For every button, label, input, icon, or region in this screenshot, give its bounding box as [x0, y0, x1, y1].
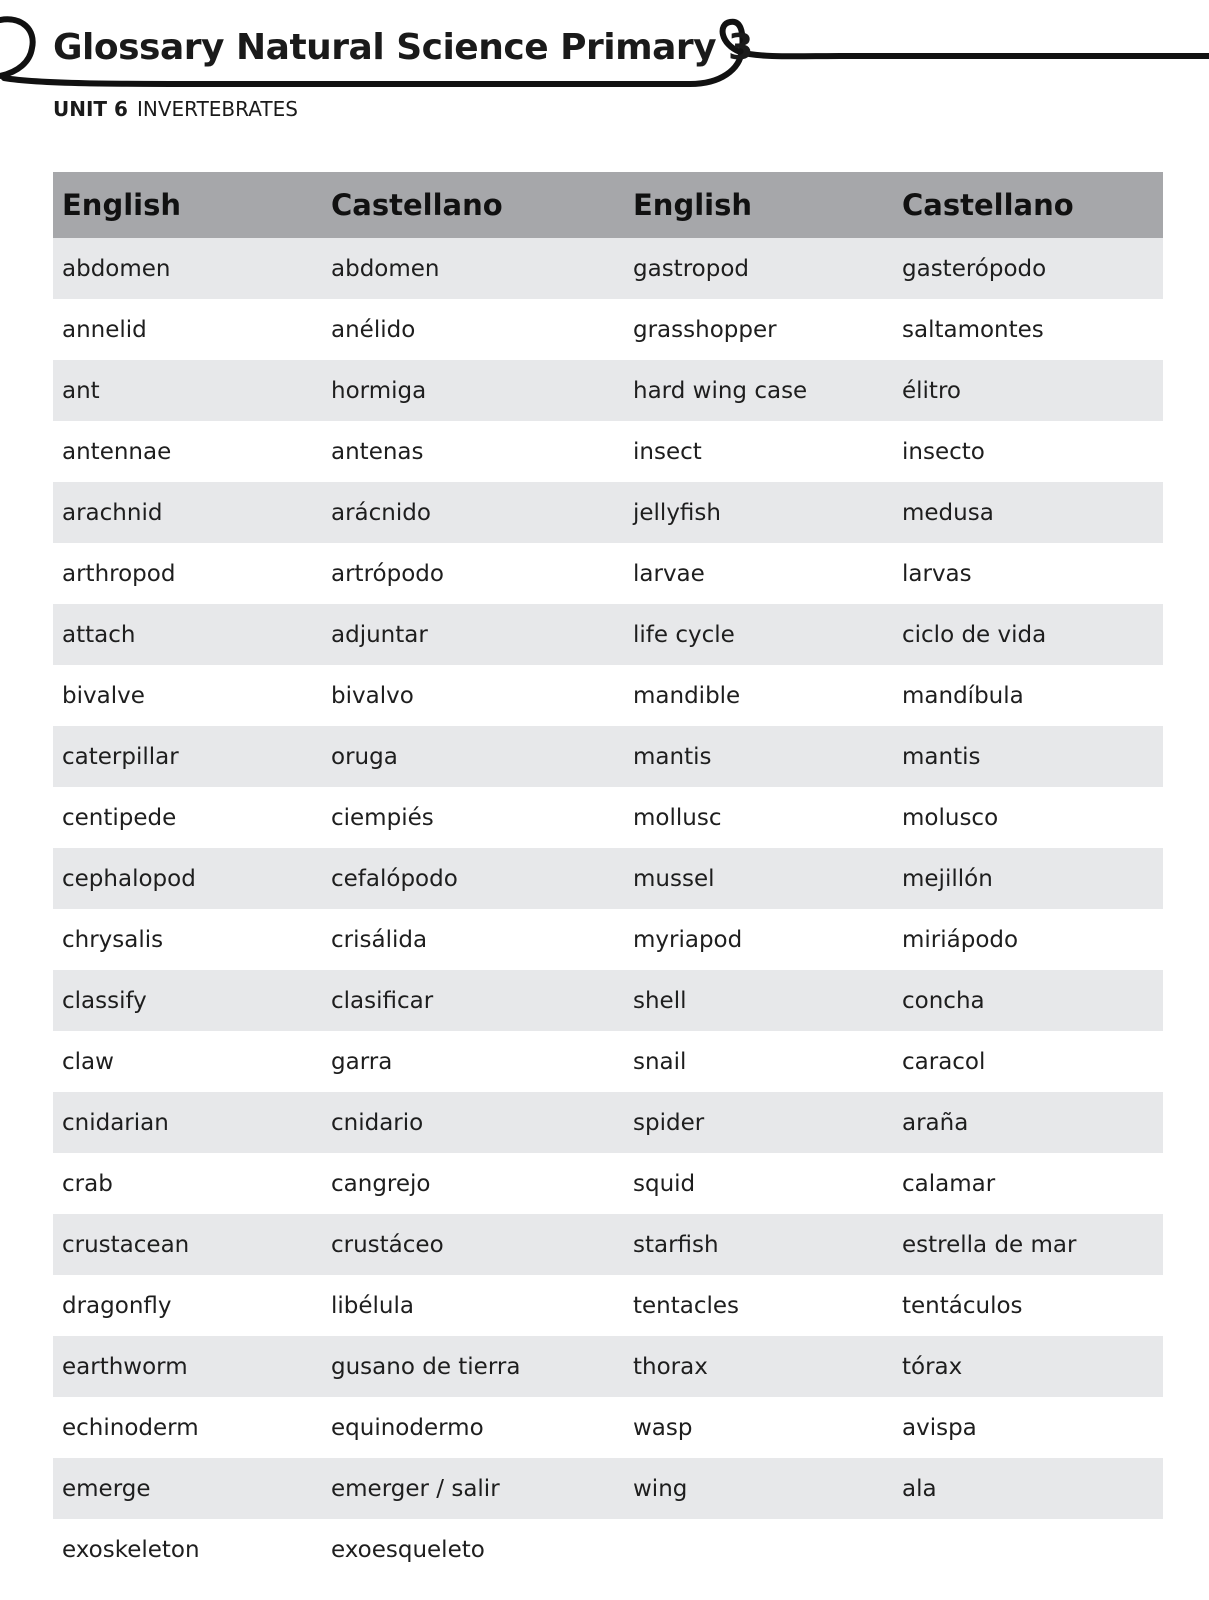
term-english: starfish — [624, 1214, 893, 1275]
term-english: squid — [624, 1153, 893, 1214]
table-row — [53, 238, 1163, 299]
table-row — [53, 1458, 1163, 1519]
term-castellano: gusano de tierra — [322, 1336, 624, 1397]
table-row — [53, 1397, 1163, 1458]
term-castellano: mantis — [893, 726, 1163, 787]
table-row — [53, 1336, 1163, 1397]
header-castellano-left: Castellano — [322, 172, 624, 238]
term-castellano: concha — [893, 970, 1163, 1031]
term-english: mollusc — [624, 787, 893, 848]
term-english: claw — [53, 1031, 322, 1092]
term-english: crustacean — [53, 1214, 322, 1275]
term-english: cephalopod — [53, 848, 322, 909]
term-english: larvae — [624, 543, 893, 604]
table-row — [53, 360, 1163, 421]
term-english — [624, 1519, 893, 1580]
term-english: crab — [53, 1153, 322, 1214]
term-castellano: crustáceo — [322, 1214, 624, 1275]
header-english-left: English — [53, 172, 322, 238]
term-english: myriapod — [624, 909, 893, 970]
term-english: insect — [624, 421, 893, 482]
term-english: arachnid — [53, 482, 322, 543]
term-castellano: tentáculos — [893, 1275, 1163, 1336]
term-english: abdomen — [53, 238, 322, 299]
table-row — [53, 421, 1163, 482]
term-english: gastropod — [624, 238, 893, 299]
term-english: mantis — [624, 726, 893, 787]
table-row — [53, 970, 1163, 1031]
table-row — [53, 299, 1163, 360]
term-castellano: calamar — [893, 1153, 1163, 1214]
table-header-row — [53, 172, 1163, 238]
table-row — [53, 787, 1163, 848]
term-castellano: hormiga — [322, 360, 624, 421]
term-castellano: medusa — [893, 482, 1163, 543]
term-english: grasshopper — [624, 299, 893, 360]
term-english: echinoderm — [53, 1397, 322, 1458]
table-row — [53, 604, 1163, 665]
term-castellano: cangrejo — [322, 1153, 624, 1214]
term-castellano: emerger / salir — [322, 1458, 624, 1519]
term-english: snail — [624, 1031, 893, 1092]
term-english: thorax — [624, 1336, 893, 1397]
term-english: annelid — [53, 299, 322, 360]
term-castellano — [893, 1519, 1163, 1580]
table-row — [53, 1031, 1163, 1092]
page-title: Glossary Natural Science Primary 3 — [53, 27, 753, 68]
term-castellano: cefalópodo — [322, 848, 624, 909]
term-castellano: artrópodo — [322, 543, 624, 604]
term-english: hard wing case — [624, 360, 893, 421]
term-english: wing — [624, 1458, 893, 1519]
table-row — [53, 482, 1163, 543]
term-castellano: tórax — [893, 1336, 1163, 1397]
term-castellano: araña — [893, 1092, 1163, 1153]
table-row — [53, 1275, 1163, 1336]
term-castellano: mejillón — [893, 848, 1163, 909]
term-castellano: exoesqueleto — [322, 1519, 624, 1580]
table-row — [53, 1214, 1163, 1275]
term-castellano: insecto — [893, 421, 1163, 482]
term-castellano: equinodermo — [322, 1397, 624, 1458]
term-castellano: ala — [893, 1458, 1163, 1519]
term-english: mandible — [624, 665, 893, 726]
term-english: attach — [53, 604, 322, 665]
glossary-table — [53, 172, 1163, 1580]
term-castellano: mandíbula — [893, 665, 1163, 726]
term-castellano: gasterópodo — [893, 238, 1163, 299]
term-castellano: crisálida — [322, 909, 624, 970]
term-castellano: antenas — [322, 421, 624, 482]
term-castellano: adjuntar — [322, 604, 624, 665]
term-castellano: cnidario — [322, 1092, 624, 1153]
term-castellano: libélula — [322, 1275, 624, 1336]
term-castellano: saltamontes — [893, 299, 1163, 360]
term-english: exoskeleton — [53, 1519, 322, 1580]
term-castellano: miriápodo — [893, 909, 1163, 970]
term-castellano: bivalvo — [322, 665, 624, 726]
term-english: arthropod — [53, 543, 322, 604]
table-row — [53, 726, 1163, 787]
header-castellano-right: Castellano — [893, 172, 1163, 238]
term-castellano: larvas — [893, 543, 1163, 604]
term-english: caterpillar — [53, 726, 322, 787]
term-english: mussel — [624, 848, 893, 909]
term-english: earthworm — [53, 1336, 322, 1397]
table-row — [53, 1092, 1163, 1153]
term-english: emerge — [53, 1458, 322, 1519]
term-english: wasp — [624, 1397, 893, 1458]
term-castellano: molusco — [893, 787, 1163, 848]
term-castellano: ciclo de vida — [893, 604, 1163, 665]
term-english: ant — [53, 360, 322, 421]
term-castellano: ciempiés — [322, 787, 624, 848]
term-castellano: arácnido — [322, 482, 624, 543]
term-castellano: élitro — [893, 360, 1163, 421]
term-english: tentacles — [624, 1275, 893, 1336]
term-english: jellyfish — [624, 482, 893, 543]
term-english: centipede — [53, 787, 322, 848]
table-row — [53, 543, 1163, 604]
table-row — [53, 1153, 1163, 1214]
header-english-right: English — [624, 172, 893, 238]
term-castellano: caracol — [893, 1031, 1163, 1092]
term-english: antennae — [53, 421, 322, 482]
table-row — [53, 848, 1163, 909]
term-castellano: anélido — [322, 299, 624, 360]
term-english: classify — [53, 970, 322, 1031]
term-english: bivalve — [53, 665, 322, 726]
table-row — [53, 665, 1163, 726]
unit-name: INVERTEBRATES — [136, 97, 298, 121]
term-castellano: clasificar — [322, 970, 624, 1031]
term-english: life cycle — [624, 604, 893, 665]
unit-heading — [53, 96, 298, 122]
term-castellano: oruga — [322, 726, 624, 787]
term-castellano: abdomen — [322, 238, 624, 299]
term-english: cnidarian — [53, 1092, 322, 1153]
term-english: shell — [624, 970, 893, 1031]
table-row — [53, 909, 1163, 970]
term-english: dragonfly — [53, 1275, 322, 1336]
table-row — [53, 1519, 1163, 1580]
term-english: spider — [624, 1092, 893, 1153]
table-body — [53, 238, 1163, 1580]
term-castellano: estrella de mar — [893, 1214, 1163, 1275]
term-castellano: avispa — [893, 1397, 1163, 1458]
unit-label: UNIT 6 — [53, 97, 128, 121]
term-castellano: garra — [322, 1031, 624, 1092]
term-english: chrysalis — [53, 909, 322, 970]
